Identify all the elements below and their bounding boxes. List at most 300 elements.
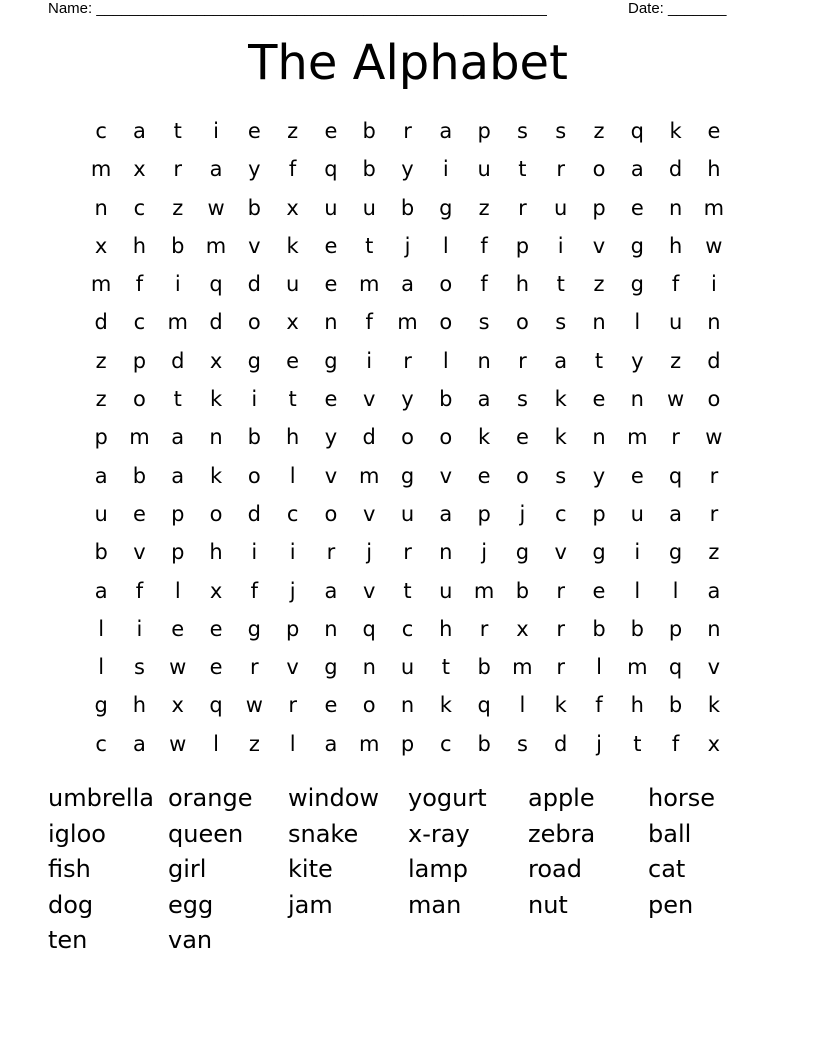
grid-letter: n bbox=[592, 310, 606, 335]
grid-letter: b bbox=[247, 195, 261, 220]
word-list-item: ten bbox=[48, 926, 88, 954]
grid-letter: z bbox=[593, 272, 605, 297]
grid-letter: w bbox=[169, 655, 187, 680]
grid-letter: t bbox=[173, 387, 182, 412]
grid-letter: r bbox=[250, 655, 259, 680]
grid-letter: l bbox=[98, 616, 105, 641]
grid-letter: l bbox=[634, 310, 641, 335]
grid-letter: m bbox=[703, 195, 725, 220]
grid-letter: c bbox=[95, 731, 107, 756]
grid-letter: e bbox=[515, 425, 529, 450]
grid-letter: o bbox=[133, 387, 146, 412]
grid-letter: b bbox=[515, 578, 530, 603]
grid-letter: u bbox=[554, 195, 568, 220]
grid-letter: r bbox=[403, 540, 412, 565]
word-list-item: man bbox=[408, 890, 462, 919]
grid-letter: g bbox=[515, 540, 530, 565]
grid-letter: k bbox=[439, 693, 452, 718]
grid-letter: v bbox=[286, 655, 299, 680]
grid-letter: t bbox=[365, 233, 374, 258]
grid-letter: x bbox=[516, 616, 529, 641]
grid-letter: d bbox=[247, 501, 261, 526]
grid-letter: e bbox=[171, 616, 185, 641]
grid-letter: r bbox=[403, 348, 412, 373]
grid-letter: t bbox=[518, 157, 527, 182]
grid-letter: x bbox=[286, 310, 299, 335]
grid-letter: c bbox=[554, 501, 567, 526]
grid-letter: b bbox=[132, 463, 147, 488]
grid-letter: u bbox=[94, 501, 108, 526]
grid-letter: g bbox=[630, 233, 644, 258]
grid-letter: o bbox=[439, 310, 453, 335]
grid-letter: s bbox=[555, 310, 567, 335]
grid-letter: c bbox=[133, 195, 146, 220]
word-list-item: horse bbox=[648, 784, 716, 812]
grid-letter: e bbox=[324, 119, 338, 143]
grid-letter: z bbox=[708, 540, 720, 565]
grid-letter: e bbox=[707, 119, 721, 143]
grid-letter: v bbox=[439, 463, 453, 488]
grid-letter: s bbox=[516, 731, 528, 756]
grid-letter: r bbox=[556, 616, 566, 641]
grid-letter: v bbox=[363, 578, 376, 603]
grid-letter: f bbox=[135, 578, 144, 603]
grid-letter: k bbox=[554, 425, 567, 450]
grid-letter: m bbox=[358, 463, 380, 488]
grid-letter: q bbox=[362, 616, 376, 641]
word-list-item: dog bbox=[48, 890, 94, 919]
grid-letter: y bbox=[401, 387, 414, 412]
grid-letter: b bbox=[592, 616, 606, 641]
grid-letter: q bbox=[324, 157, 338, 182]
word-list-item: fish bbox=[48, 855, 91, 883]
grid-letter: h bbox=[630, 693, 644, 718]
grid-letter: i bbox=[557, 233, 564, 258]
grid-letter: w bbox=[705, 233, 723, 258]
grid-letter: x bbox=[133, 157, 146, 182]
grid-row bbox=[82, 342, 733, 380]
grid-letter: e bbox=[630, 463, 644, 488]
word-list-item: x-ray bbox=[408, 819, 470, 848]
grid-letter: y bbox=[248, 157, 261, 182]
grid-letter: c bbox=[401, 616, 414, 641]
grid-letter: v bbox=[707, 655, 721, 680]
grid-letter: f bbox=[135, 272, 144, 297]
grid-letter: n bbox=[707, 310, 721, 335]
grid-letter: r bbox=[556, 655, 566, 680]
grid-letter: z bbox=[478, 195, 490, 220]
grid-letter: a bbox=[477, 387, 491, 412]
grid-letter: a bbox=[133, 731, 146, 756]
grid-letter: w bbox=[207, 195, 225, 220]
word-list-item: umbrella bbox=[48, 784, 154, 812]
grid-letter: h bbox=[132, 233, 147, 258]
grid-letter: t bbox=[441, 655, 450, 680]
grid-letter: t bbox=[173, 119, 182, 143]
grid-letter: a bbox=[439, 119, 453, 143]
grid-letter: f bbox=[595, 693, 603, 718]
grid-letter: m bbox=[167, 310, 188, 335]
grid-letter: q bbox=[209, 272, 223, 297]
grid-letter: l bbox=[596, 655, 602, 680]
grid-letter: b bbox=[477, 655, 491, 680]
grid-row bbox=[82, 150, 733, 188]
grid-letter: f bbox=[480, 272, 488, 297]
grid-letter: z bbox=[593, 119, 605, 143]
grid-letter: b bbox=[630, 616, 644, 641]
grid-letter: y bbox=[631, 348, 644, 373]
grid-letter: m bbox=[205, 233, 227, 258]
word-list-item: cat bbox=[648, 855, 686, 883]
grid-letter: k bbox=[554, 387, 567, 412]
grid-letter: j bbox=[519, 501, 526, 526]
header bbox=[48, 0, 748, 20]
grid-letter: z bbox=[248, 731, 260, 756]
grid-letter: u bbox=[439, 578, 453, 603]
grid-letter: r bbox=[173, 157, 183, 182]
grid-letter: y bbox=[592, 463, 606, 488]
grid-letter: s bbox=[516, 387, 528, 412]
grid-letter: n bbox=[439, 540, 453, 565]
grid-letter: z bbox=[670, 348, 682, 373]
grid-letter: e bbox=[132, 501, 146, 526]
grid-letter: b bbox=[477, 731, 491, 756]
word-list-item: pen bbox=[648, 890, 694, 919]
grid-letter: x bbox=[209, 348, 223, 373]
grid-letter: r bbox=[709, 463, 719, 488]
grid-letter: k bbox=[209, 463, 223, 488]
grid-letter: n bbox=[630, 387, 644, 412]
grid-letter: b bbox=[439, 387, 453, 412]
word-list-item: van bbox=[168, 926, 213, 954]
grid-letter: e bbox=[592, 578, 606, 603]
grid-letter: n bbox=[707, 616, 721, 641]
word-list-item: girl bbox=[168, 855, 207, 883]
grid-letter: s bbox=[555, 119, 567, 143]
grid-letter: e bbox=[324, 693, 338, 718]
grid-letter: p bbox=[592, 195, 606, 220]
grid-letter: n bbox=[592, 425, 606, 450]
grid-letter: u bbox=[400, 501, 415, 526]
word-list-item: nut bbox=[528, 890, 568, 919]
grid-letter: o bbox=[515, 463, 529, 488]
grid-letter: a bbox=[94, 463, 108, 488]
grid-letter: w bbox=[245, 693, 263, 718]
grid-letter: l bbox=[442, 348, 449, 373]
grid-letter: i bbox=[634, 540, 641, 565]
word-list bbox=[48, 781, 768, 959]
grid-letter: r bbox=[326, 540, 336, 565]
grid-letter: x bbox=[94, 233, 108, 258]
name-field[interactable]: Name: ______________________________________________________ bbox=[48, 0, 547, 17]
grid-letter: z bbox=[172, 195, 184, 220]
grid-letter: l bbox=[213, 731, 219, 756]
grid-letter: s bbox=[478, 310, 490, 335]
grid-letter: m bbox=[512, 655, 533, 680]
grid-letter: e bbox=[324, 387, 338, 412]
grid-letter: b bbox=[247, 425, 261, 450]
grid-letter: e bbox=[209, 616, 223, 641]
grid-letter: s bbox=[133, 655, 145, 680]
word-list-item: apple bbox=[528, 784, 595, 812]
grid-letter: i bbox=[251, 387, 258, 412]
grid-letter: a bbox=[630, 157, 644, 182]
word-list-item: kite bbox=[288, 855, 333, 883]
grid-letter: d bbox=[247, 272, 261, 297]
grid-letter: t bbox=[633, 731, 642, 756]
grid-letter: b bbox=[94, 540, 108, 565]
grid-letter: a bbox=[554, 348, 568, 373]
grid-letter: r bbox=[556, 578, 566, 603]
grid-letter: a bbox=[669, 501, 683, 526]
grid-letter: d bbox=[209, 310, 223, 335]
grid-letter: t bbox=[594, 348, 604, 373]
grid-letter: a bbox=[94, 578, 108, 603]
grid-letter: l bbox=[98, 655, 105, 680]
grid-letter: c bbox=[95, 119, 107, 143]
grid-letter: z bbox=[95, 387, 107, 412]
grid-letter: o bbox=[247, 310, 261, 335]
grid-letter: w bbox=[169, 731, 187, 756]
grid-letter: e bbox=[630, 195, 644, 220]
grid-letter: u bbox=[285, 272, 300, 297]
grid-letter: o bbox=[247, 463, 261, 488]
grid-letter: f bbox=[250, 578, 259, 603]
grid-letter: u bbox=[668, 310, 683, 335]
grid-letter: a bbox=[324, 731, 338, 756]
grid-row bbox=[82, 227, 733, 265]
grid-letter: g bbox=[439, 195, 453, 220]
grid-letter: n bbox=[94, 195, 108, 220]
grid-letter: l bbox=[174, 578, 181, 603]
grid-letter: p bbox=[94, 425, 108, 450]
grid-letter: a bbox=[133, 119, 146, 143]
grid-letter: m bbox=[129, 425, 150, 450]
grid-letter: m bbox=[627, 425, 648, 450]
grid-letter: v bbox=[324, 463, 338, 488]
grid-letter: j bbox=[596, 731, 602, 756]
date-field[interactable]: Date: _______ bbox=[628, 0, 727, 17]
grid-letter: l bbox=[442, 233, 449, 258]
grid-letter: k bbox=[209, 387, 223, 412]
grid-letter: u bbox=[477, 157, 491, 182]
word-list-item: zebra bbox=[528, 819, 596, 848]
grid-letter: a bbox=[171, 425, 185, 450]
grid-letter: u bbox=[400, 655, 415, 680]
grid-letter: h bbox=[132, 693, 147, 718]
grid-letter: c bbox=[133, 310, 146, 335]
grid-letter: t bbox=[556, 272, 565, 297]
grid-letter: i bbox=[213, 119, 219, 143]
grid-letter: i bbox=[442, 157, 449, 182]
grid-letter: o bbox=[324, 501, 338, 526]
grid-letter: h bbox=[707, 157, 721, 182]
grid-letter: i bbox=[289, 540, 296, 565]
grid-row bbox=[82, 265, 733, 303]
word-list-item: orange bbox=[168, 784, 253, 812]
grid-letter: e bbox=[247, 119, 261, 143]
grid-row bbox=[82, 533, 733, 571]
grid-letter: e bbox=[592, 387, 606, 412]
grid-row bbox=[82, 610, 733, 648]
grid-letter: r bbox=[288, 693, 297, 718]
grid-letter: i bbox=[174, 272, 181, 297]
grid-letter: q bbox=[668, 655, 683, 680]
grid-letter: v bbox=[363, 387, 376, 412]
grid-letter: l bbox=[289, 731, 296, 756]
grid-letter: h bbox=[285, 425, 300, 450]
grid-letter: r bbox=[518, 348, 527, 373]
letter-grid bbox=[82, 112, 733, 763]
grid-letter: u bbox=[630, 501, 644, 526]
grid-row bbox=[82, 457, 733, 495]
grid-row bbox=[82, 189, 733, 227]
grid-letter: h bbox=[515, 272, 530, 297]
grid-letter: p bbox=[668, 616, 683, 641]
grid-letter: d bbox=[171, 348, 185, 373]
grid-letter: n bbox=[400, 693, 415, 718]
grid-letter: o bbox=[439, 425, 453, 450]
grid-letter: d bbox=[668, 157, 683, 182]
grid-letter: e bbox=[477, 463, 491, 488]
grid-letter: k bbox=[286, 233, 299, 258]
grid-letter: o bbox=[592, 157, 606, 182]
grid-letter: a bbox=[324, 578, 338, 603]
word-list-item: yogurt bbox=[408, 784, 487, 812]
grid-letter: f bbox=[671, 731, 680, 756]
grid-letter: m bbox=[358, 272, 380, 297]
grid-letter: g bbox=[247, 348, 261, 373]
grid-row bbox=[82, 380, 733, 418]
grid-letter: u bbox=[362, 195, 376, 220]
grid-letter: n bbox=[209, 425, 223, 450]
grid-letter: n bbox=[324, 616, 338, 641]
grid-letter: x bbox=[707, 731, 721, 756]
grid-row bbox=[82, 725, 733, 763]
grid-letter: p bbox=[477, 119, 491, 143]
grid-letter: n bbox=[324, 310, 338, 335]
page-title: The Alphabet bbox=[248, 35, 568, 91]
grid-letter: p bbox=[515, 233, 530, 258]
grid-letter: y bbox=[401, 157, 414, 182]
grid-letter: p bbox=[592, 501, 606, 526]
grid-letter: v bbox=[248, 233, 261, 258]
grid-letter: b bbox=[362, 119, 376, 143]
grid-row bbox=[82, 648, 733, 686]
grid-letter: g bbox=[630, 272, 644, 297]
grid-letter: m bbox=[627, 655, 648, 680]
grid-letter: q bbox=[668, 463, 683, 488]
grid-letter: a bbox=[171, 463, 185, 488]
grid-letter: i bbox=[251, 540, 258, 565]
grid-letter: k bbox=[478, 425, 491, 450]
grid-letter: i bbox=[366, 348, 373, 373]
grid-letter: f bbox=[671, 272, 680, 297]
grid-letter: w bbox=[667, 387, 685, 412]
grid-letter: e bbox=[324, 233, 338, 258]
grid-row bbox=[82, 112, 733, 150]
grid-letter: d bbox=[707, 348, 721, 373]
grid-letter: o bbox=[515, 310, 529, 335]
grid-letter: u bbox=[324, 195, 338, 220]
grid-letter: a bbox=[707, 578, 721, 603]
grid-letter: g bbox=[247, 616, 261, 641]
grid-letter: r bbox=[709, 501, 719, 526]
grid-letter: o bbox=[707, 387, 721, 412]
grid-letter: b bbox=[362, 157, 376, 182]
grid-letter: q bbox=[209, 693, 223, 718]
word-list-item: igloo bbox=[48, 819, 106, 848]
grid-letter: o bbox=[401, 425, 414, 450]
grid-letter: s bbox=[516, 119, 528, 143]
grid-letter: k bbox=[554, 693, 567, 718]
grid-letter: b bbox=[171, 233, 185, 258]
grid-letter: t bbox=[288, 387, 297, 412]
grid-letter: o bbox=[439, 272, 453, 297]
grid-letter: d bbox=[94, 310, 108, 335]
grid-letter: m bbox=[397, 310, 418, 335]
grid-letter: l bbox=[519, 693, 526, 718]
grid-letter: m bbox=[90, 272, 112, 297]
grid-letter: w bbox=[705, 425, 723, 450]
grid-letter: d bbox=[362, 425, 376, 450]
grid-letter: m bbox=[90, 157, 112, 182]
grid-row bbox=[82, 303, 733, 341]
grid-letter: c bbox=[440, 731, 452, 756]
grid-letter: z bbox=[95, 348, 107, 373]
word-list-item: road bbox=[528, 855, 582, 883]
grid-letter: y bbox=[324, 425, 338, 450]
grid-letter: e bbox=[286, 348, 300, 373]
grid-letter: v bbox=[363, 501, 376, 526]
grid-letter: o bbox=[209, 501, 223, 526]
grid-row bbox=[82, 686, 733, 724]
grid-letter: p bbox=[285, 616, 300, 641]
grid-letter: p bbox=[171, 501, 185, 526]
grid-letter: f bbox=[288, 157, 297, 182]
grid-letter: z bbox=[287, 119, 299, 143]
grid-letter: e bbox=[324, 272, 338, 297]
word-list-item: ball bbox=[648, 819, 692, 848]
grid-letter: j bbox=[481, 540, 488, 565]
grid-letter: q bbox=[630, 119, 644, 143]
grid-letter: p bbox=[171, 540, 185, 565]
grid-letter: m bbox=[358, 731, 380, 756]
grid-letter: p bbox=[477, 501, 491, 526]
grid-letter: f bbox=[480, 233, 488, 258]
grid-letter: a bbox=[401, 272, 414, 297]
word-list-item: snake bbox=[288, 819, 359, 848]
grid-letter: g bbox=[400, 463, 415, 488]
grid-letter: i bbox=[710, 272, 717, 297]
word-list-item: window bbox=[288, 784, 380, 812]
word-list-item: egg bbox=[168, 890, 214, 919]
grid-letter: x bbox=[286, 195, 299, 220]
grid-letter: d bbox=[554, 731, 568, 756]
grid-letter: n bbox=[477, 348, 491, 373]
grid-letter: m bbox=[473, 578, 495, 603]
grid-letter: r bbox=[671, 425, 680, 450]
grid-letter: j bbox=[366, 540, 373, 565]
grid-letter: r bbox=[518, 195, 527, 220]
grid-row bbox=[82, 418, 733, 456]
grid-letter: s bbox=[555, 463, 567, 488]
grid-letter: g bbox=[94, 693, 108, 718]
grid-letter: i bbox=[136, 616, 143, 641]
word-list-item: lamp bbox=[408, 855, 468, 883]
word-list-item: jam bbox=[288, 890, 333, 919]
grid-letter: r bbox=[479, 616, 489, 641]
